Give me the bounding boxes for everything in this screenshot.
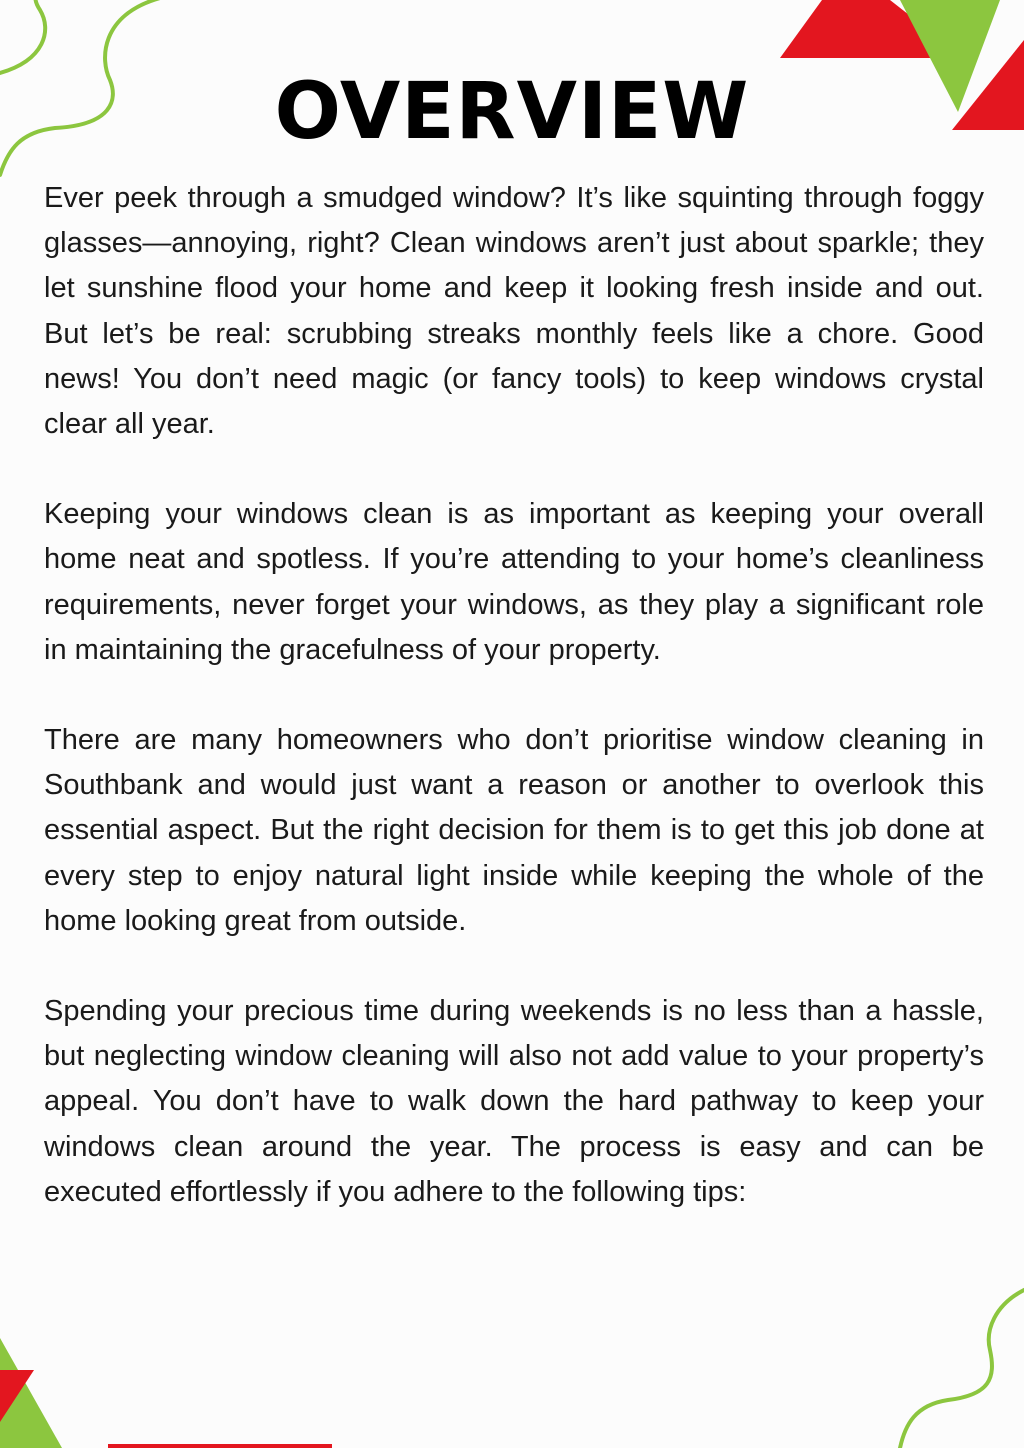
paragraph-homeowners: There are many homeowners who don’t prioritise window cleaning in Southbank and would just want a reason or another to overlook this essential aspect. But the right decision for them is to get this job done at every step to enjoy natural light inside while keeping the whole of the home looking great from outside. xyxy=(44,724,984,937)
top-right-red-triangle-icon xyxy=(780,0,964,58)
paragraph-tips-intro: Spending your precious time during weekends is no less than a hassle, but neglecting window cleaning will also not add value to your property’s appeal. You don’t have to walk down the hard pathway to keep your windows clean around the year. The process is easy and can be executed effortlessly if you adhere to the following tips: xyxy=(44,995,984,1208)
bottom-left-red-triangle-icon xyxy=(0,1370,34,1422)
paragraph-importance: Keeping your windows clean is as important as keeping your overall home neat and spotless. If you’re attending to your home’s cleanliness requirements, never forget your windows, as they play a significant role in maintaining the gracefulness of your property. xyxy=(44,498,984,666)
paragraph-intro: Ever peek through a smudged window? It’s like squinting through foggy glasses—annoying, right? Clean windows aren’t just about sparkle; they let sunshine flood your home and keep it looking fresh inside and out. But let’s be real: scrubbing streaks monthly feels like a chore. Good news! You don’t need magic (or fancy tools) to keep windows crystal clear all year. xyxy=(44,182,984,441)
bottom-red-strip xyxy=(108,1444,332,1448)
bottom-left-green-triangle-icon xyxy=(0,1338,62,1448)
body-text xyxy=(44,176,984,1260)
bottom-right-wave-icon xyxy=(900,1290,1024,1448)
page-title: OVERVIEW xyxy=(274,67,750,157)
